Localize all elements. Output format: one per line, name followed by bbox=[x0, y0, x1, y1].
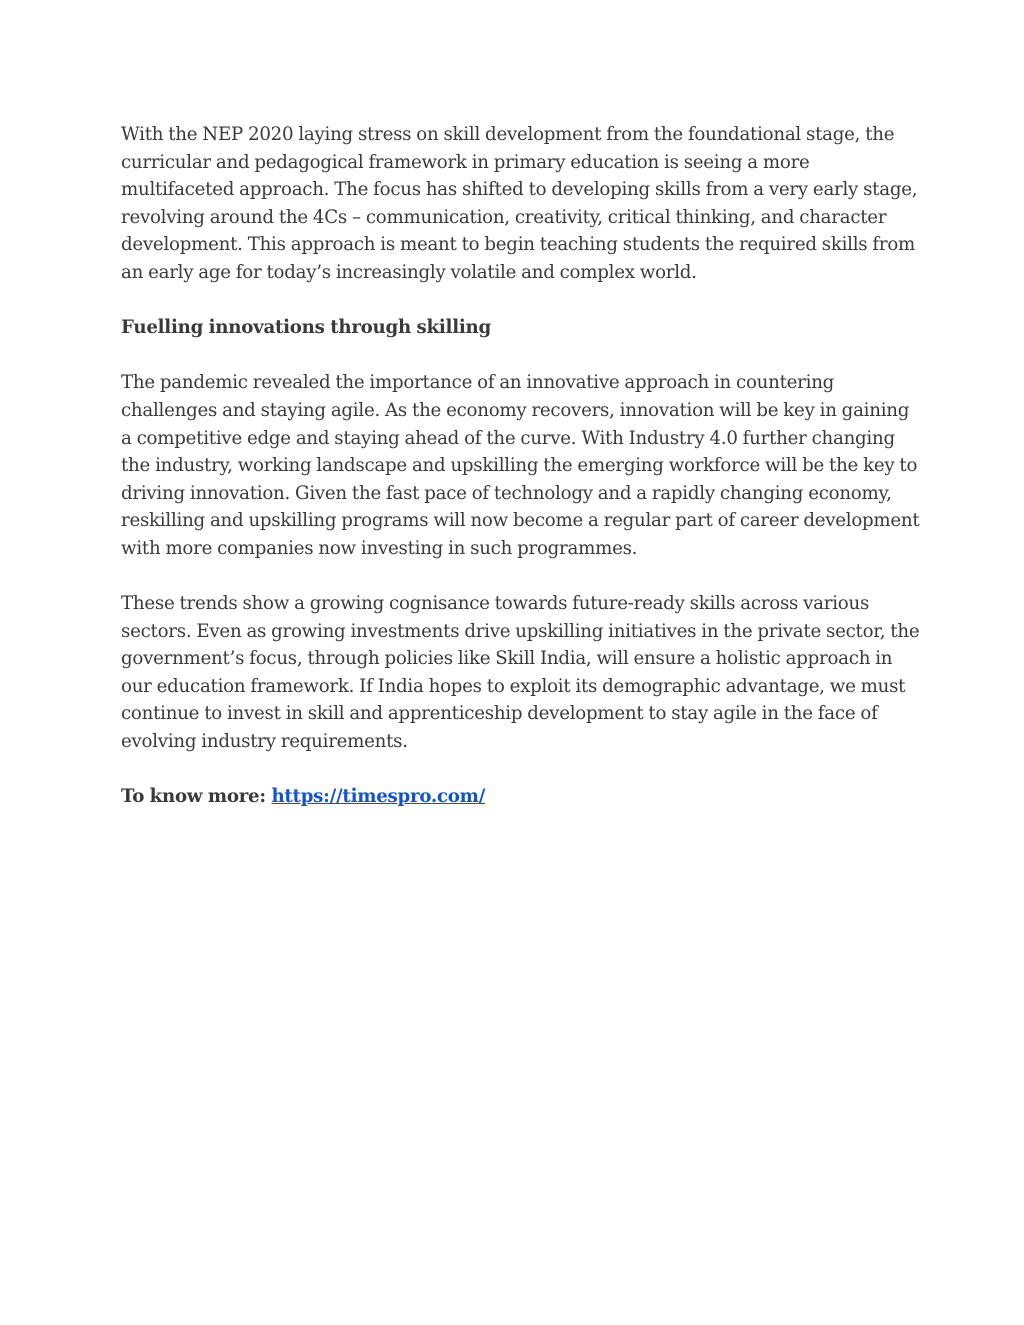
know-more-label: To know more: bbox=[121, 786, 272, 808]
trends-paragraph: These trends show a growing cognisance towards future-ready skills across various sectors. Even as growing investments drive upskilling initiatives in the private sector, the government’s focus, through policies like Skill India, will ensure a holistic approach in our education framework. If India hopes to exploit its demographic advantage, we must continue to invest in skill and apprenticeship development to stay agile in the face of evolving industry requirements. bbox=[121, 593, 920, 753]
know-more-line bbox=[121, 783, 921, 811]
section-heading: Fuelling innovations through skilling bbox=[121, 317, 491, 339]
timespro-link[interactable]: https://timespro.com/ bbox=[271, 786, 486, 808]
innovation-paragraph: The pandemic revealed the importance of an innovative approach in countering challenges and staying agile. As the economy recovers, innovation will be key in gaining a competitive edge and staying ahead of the curve. With Industry 4.0 further changing the industry, working landscape and upskilling the emerging workforce will be the key to driving innovation. Given the fast pace of technology and a rapidly changing economy, reskilling and upskilling programs will now become a regular part of career development with more companies now investing in such programmes. bbox=[121, 372, 920, 559]
document-page bbox=[121, 121, 921, 811]
intro-paragraph: With the NEP 2020 laying stress on skill development from the foundational stage, the curricular and pedagogical framework in primary education is seeing a more multifaceted approach. The focus has shifted to developing skills from a very early stage, revolving around the 4Cs – communication, creativity, critical thinking, and character development. This approach is meant to begin teaching students the required skills from an early age for today’s increasingly volatile and complex world. bbox=[121, 124, 918, 283]
